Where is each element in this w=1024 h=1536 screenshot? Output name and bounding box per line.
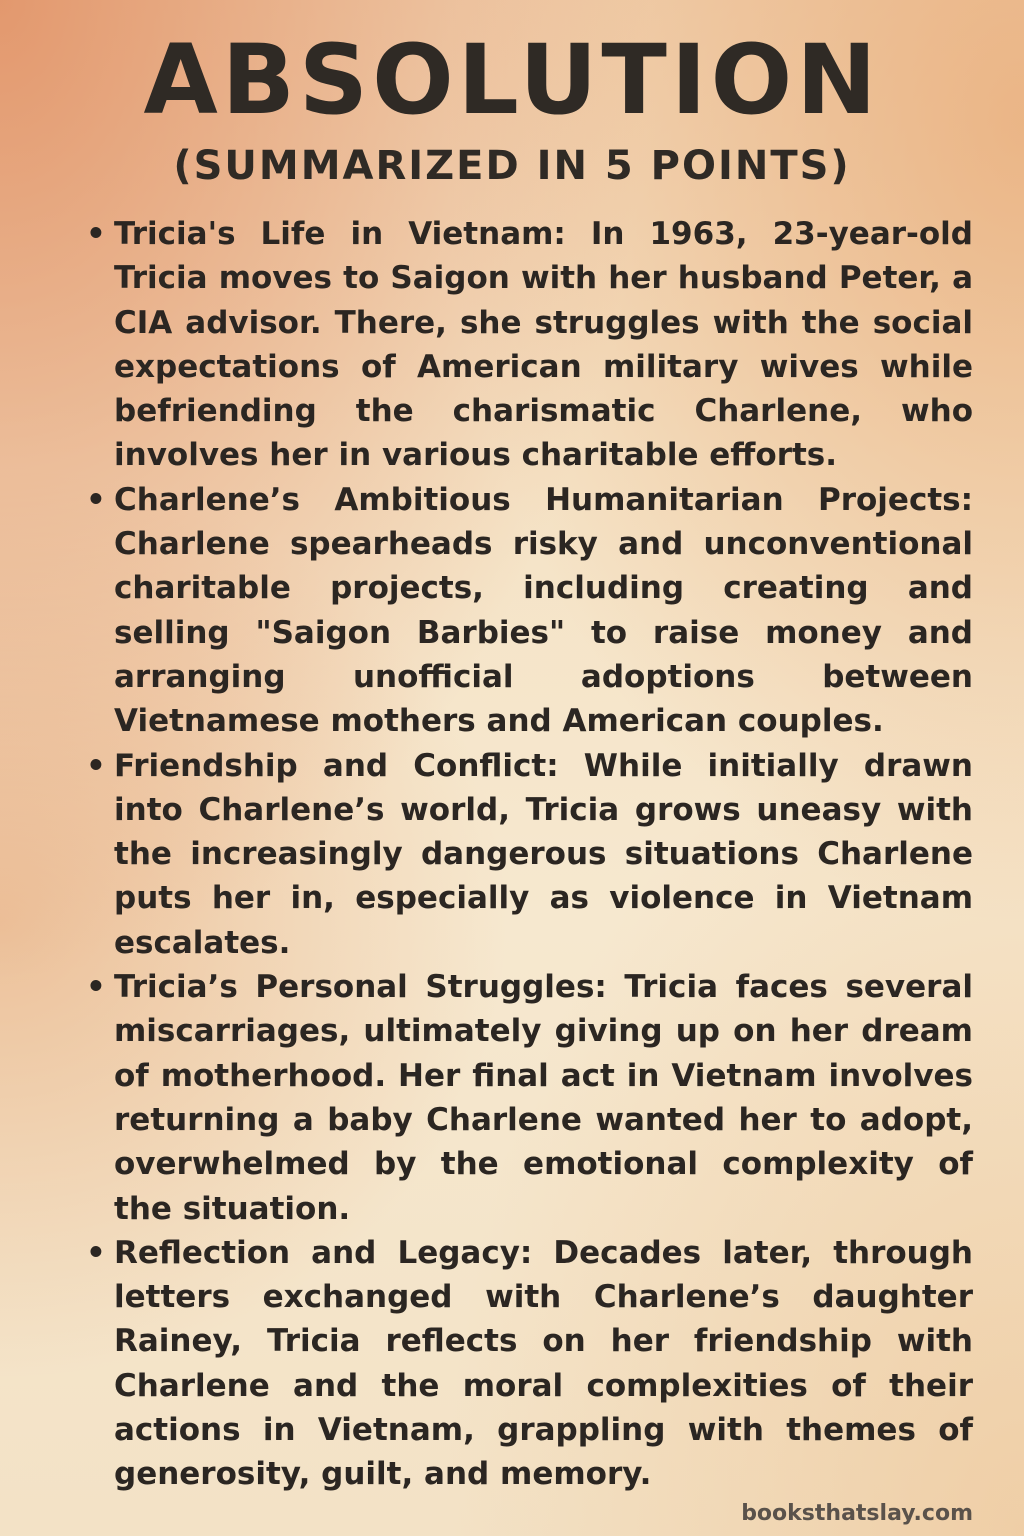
summary-points-list bbox=[86, 212, 973, 1497]
summary-point-text: Charlene’s Ambitious Humanitarian Projects: Charlene spearheads risky and unconventional charitable projects, including creating and selling "Saigon Barbies" to raise money and arranging unofficial adoptions between Vietnamese mothers and American couples. bbox=[114, 481, 973, 740]
summary-point-5 bbox=[86, 1231, 973, 1497]
summary-point-text: Tricia’s Personal Struggles: Tricia faces several miscarriages, ultimately giving up on her dream of motherhood. Her final act in Vietnam involves returning a baby Charlene wanted her to adopt, overwhelmed by the emotional complexity of the situation. bbox=[114, 969, 973, 1227]
bullet-icon: • bbox=[86, 481, 106, 518]
bullet-icon: • bbox=[86, 1234, 106, 1271]
bullet-icon: • bbox=[86, 216, 106, 252]
summary-point-text: Tricia's Life in Vietnam: In 1963, 23-year-old Tricia moves to Saigon with her husband Peter, a CIA advisor. There, she struggles with the social expectations of American military wives while befriending the charismatic Charlene, who involves her in various charitable efforts. bbox=[114, 216, 973, 474]
bullet-icon: • bbox=[86, 747, 106, 784]
subtitle: (SUMMARIZED IN 5 POINTS) bbox=[173, 143, 851, 189]
summary-point-2 bbox=[86, 478, 973, 744]
book-title: ABSOLUTION bbox=[143, 24, 881, 136]
summary-point-4 bbox=[86, 965, 973, 1231]
bullet-icon: • bbox=[86, 969, 106, 1006]
site-credit: booksthatslay.com bbox=[741, 1501, 973, 1526]
summary-point-text: Reflection and Legacy: Decades later, through letters exchanged with Charlene’s daughter Rainey, Tricia reflects on her friendship with Charlene and the moral complexities of their actions in Vietnam, grappling with themes of generosity, guilt, and memory. bbox=[114, 1234, 973, 1493]
summary-point-1 bbox=[86, 212, 973, 478]
summary-point-text: Friendship and Conflict: While initially drawn into Charlene’s world, Tricia grows uneasy with the increasingly dangerous situations Charlene puts her in, especially as violence in Vietnam escalates. bbox=[114, 747, 973, 961]
summary-point-3 bbox=[86, 744, 973, 965]
